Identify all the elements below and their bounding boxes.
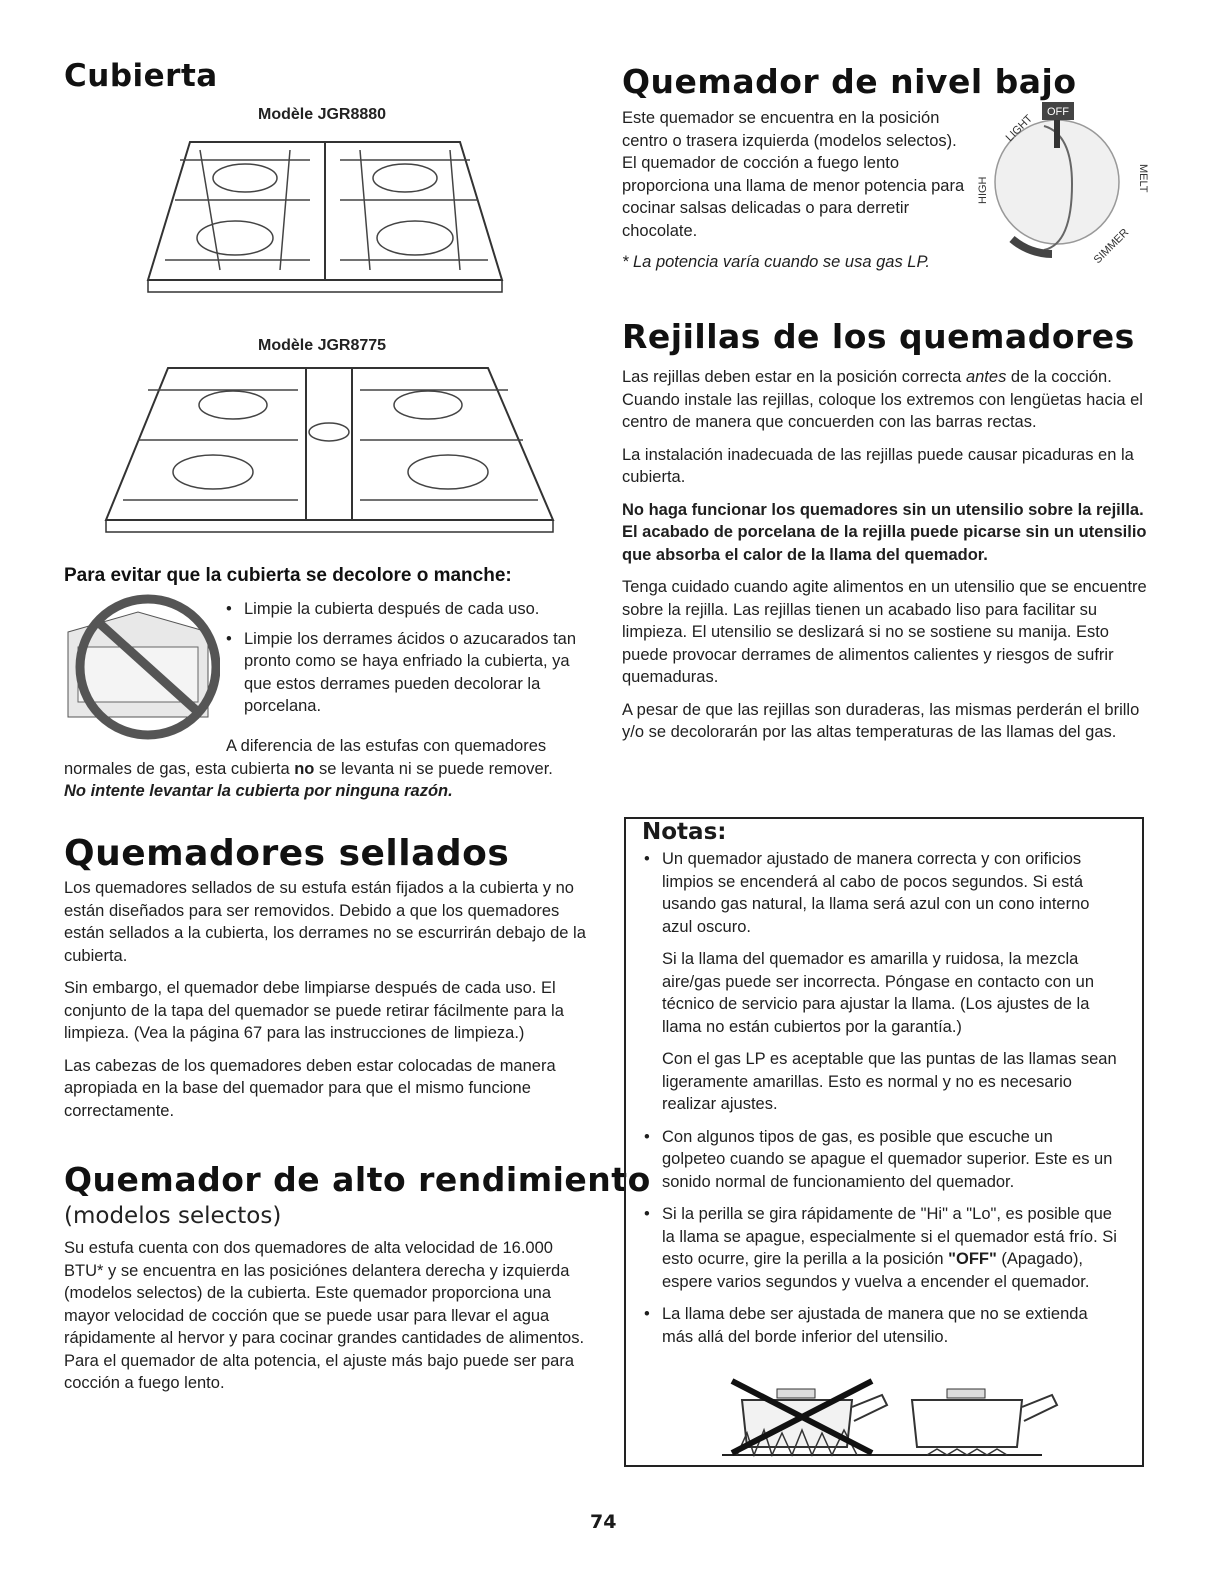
alto-rendimiento-subtitle: (modelos selectos) — [64, 1203, 282, 1229]
nivel-bajo-paragraph: Este quemador se encuentra en la posición centro o trasera izquierda (modelos selectos). El quemador de cocción a fuego lento proporciona una llama de menor potencia para cocinar salsas delicadas o para derretir chocolate. — [622, 109, 965, 240]
correct-flame-pot-icon — [912, 1389, 1057, 1455]
note-1-continued-b: Con el gas LP es aceptable que las puntas de las llamas sean ligeramente amarillas. Esto es normal y no es necesario realizar ajustes. — [662, 1050, 1117, 1113]
cooktop-illustration-jgr8775 — [98, 360, 560, 540]
rejillas-title: Rejillas de los quemadores — [622, 317, 1135, 356]
rejillas-paragraph-3: Tenga cuidado cuando agite alimentos en un utensilio que se encuentre sobre la rejilla. Las rejillas tienen un acabado liso para facilitar su limpieza. El utensilio se deslizará si no se sostiene su manija. Esto puede provocar derrames de alimentos calientes y riesgos de sufrir quemaduras. — [622, 578, 1147, 686]
note-1: • Un quemador ajustado de manera correcta y con orificios limpios se encenderá al cabo de pocos segundos. Si está usando gas natural, la llama será azul con un cono interno azul oscuro. — [640, 848, 1120, 938]
cubierta-bullet-1: • Limpie la cubierta después de cada uso. — [222, 598, 592, 621]
knob-melt-label: MELT — [1137, 164, 1149, 193]
rejillas-paragraph-4: A pesar de que las rejillas son duraderas, las mismas perderán el brillo y/o se decolorarán por las altas temperaturas de las llamas del gas. — [622, 700, 1140, 741]
alto-rendimiento-title: Quemador de alto rendimiento — [64, 1160, 651, 1199]
cubierta-subheading: Para evitar que la cubierta se decolore o manche: — [64, 565, 512, 586]
cubierta-paragraph: A diferencia de las estufas con quemadores normales de gas, esta cubierta no se levanta ni se puede remover. — [64, 737, 553, 778]
cooktop-illustration-jgr8880 — [140, 130, 510, 300]
note-2: • Con algunos tipos de gas, es posible que escuche un golpeteo cuando se apague el quemador superior. Este es un sonido normal de funcionamiento del quemador. — [640, 1126, 1120, 1194]
cubierta-bullet-2: • Limpie los derrames ácidos o azucarados tan pronto como se haya enfriado la cubierta, ya que estos derrames pueden decolorar la porcelana. — [222, 628, 589, 718]
page-number: 74 — [590, 1511, 617, 1533]
knob-simmer-label: SIMMER — [1091, 226, 1132, 267]
nivel-bajo-footnote: * La potencia varía cuando se usa gas LP. — [622, 253, 930, 271]
note-4: • La llama debe ser ajustada de manera que no se extienda más allá del borde inferior del utensilio. — [640, 1303, 1120, 1348]
burner-knob-diagram — [972, 94, 1152, 274]
rejillas-paragraph-1: Las rejillas deben estar en la posición correcta antes de la cocción. Cuando instale las rejillas, coloque los extremos con lengüetas hacia el centro de manera que concuerden con las barras rectas. — [622, 368, 1143, 431]
notes-box — [624, 817, 1144, 1467]
nivel-bajo-title: Quemador de nivel bajo — [622, 62, 1077, 101]
incorrect-flame-pot-icon — [732, 1381, 887, 1455]
model-label-2: Modèle JGR8775 — [258, 337, 387, 354]
notes-title: Notas: — [642, 819, 727, 845]
sellados-title: Quemadores sellados — [64, 833, 510, 874]
sellados-paragraph-3: Las cabezas de los quemadores deben estar colocadas de manera apropiada en la base del quemador para que el mismo funcione correctamente. — [64, 1056, 556, 1120]
cubierta-title: Cubierta — [64, 58, 218, 94]
note-3: • Si la perilla se gira rápidamente de "Hi" a "Lo", es posible que la llama se apague, especialmente si el quemador está frío. Si esto ocurre, gire la perilla a la posición "OFF" (Apagado), espere varios segundos y vuelva a encender el quemador. — [640, 1203, 1120, 1293]
sellados-paragraph-2: Sin embargo, el quemador debe limpiarse después de cada uso. El conjunto de la tapa del quemador se puede retirar fácilmente para la limpieza. (Vea la página 67 para las instrucciones de limpieza.) — [64, 979, 564, 1042]
alto-rendimiento-paragraph: Su estufa cuenta con dos quemadores de alta velocidad de 16.000 BTU* y se encuentra en las posiciónes delantera derecha y izquierda (modelos selectos) de la cubierta. Este quemador proporciona una mayor velocidad de cocción que se puede usar para llevar el agua rápidamente al hervor y para cocinar grandes cantidades de alimentos. Para el quemador de alta potencia, el ajuste más bajo puede ser para cocción a fuego lento. — [64, 1239, 585, 1392]
knob-light-label: LIGHT — [1003, 112, 1036, 145]
note-1-continued-a: Si la llama del quemador es amarilla y ruidosa, la mezcla aire/gas puede ser incorrecta. Póngase en contacto con un técnico de servicio para ajustar la llama. (Los ajustes de la llama no están cubiertos por la garantía.) — [662, 950, 1095, 1036]
rejillas-warning: No haga funcionar los quemadores sin un utensilio sobre la rejilla. El acabado de porcelana de la rejilla puede picarse sin un utensilio que absorba el calor de la llama del quemador. — [622, 500, 1147, 564]
no-lift-cooktop-icon — [58, 592, 220, 742]
flame-size-illustration — [722, 1375, 1062, 1460]
sellados-paragraph-1: Los quemadores sellados de su estufa están fijados a la cubierta y no están diseñados para ser removidos. Debido a que los quemadores están sellados a la cubierta, los derrames no se escurrirán debajo de la cubierta. — [64, 879, 586, 965]
rejillas-paragraph-2: La instalación inadecuada de las rejillas puede causar picaduras en la cubierta. — [622, 445, 1134, 486]
knob-high-label: HIGH — [977, 176, 989, 204]
model-label-1: Modèle JGR8880 — [258, 106, 387, 123]
cubierta-warning: No intente levantar la cubierta por ninguna razón. — [64, 782, 453, 800]
knob-off-label: OFF — [1047, 106, 1069, 118]
